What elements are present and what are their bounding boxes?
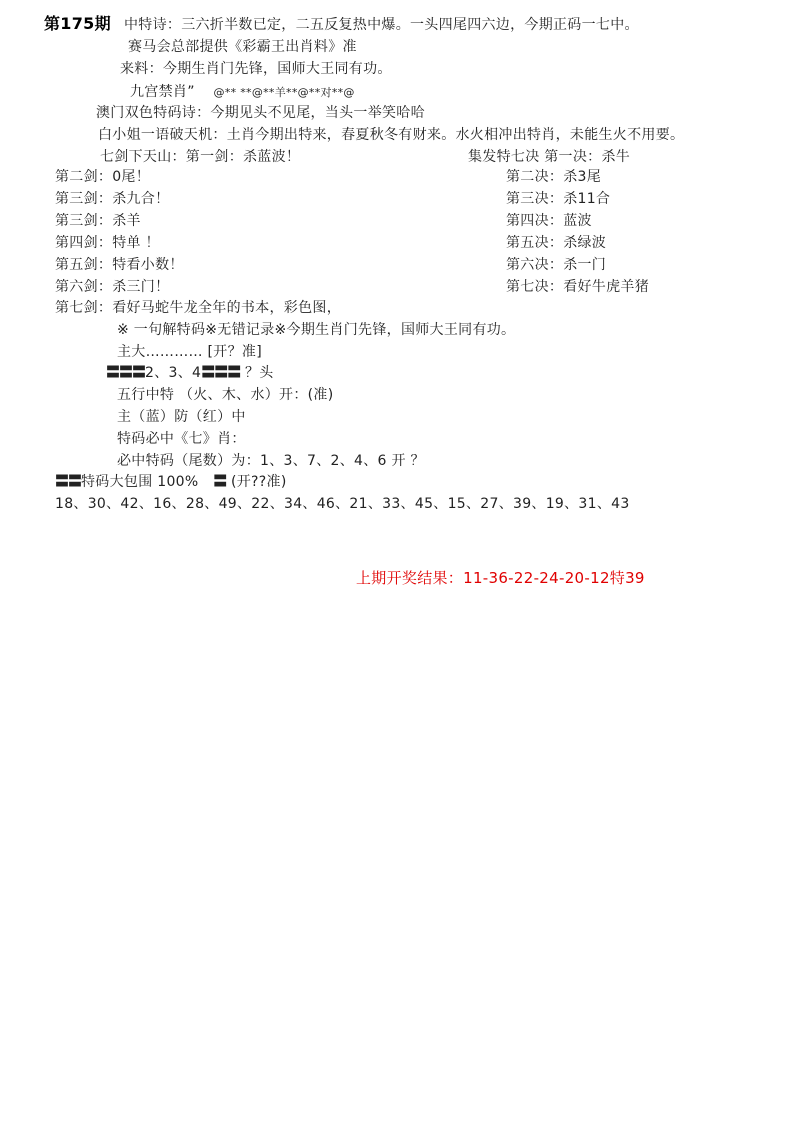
head-line xyxy=(106,363,274,383)
macau-poem-line: 澳门双色特码诗：今期见头不见尾，当头一举笑哈哈 xyxy=(96,105,425,121)
jue-line: 第六决：杀一门 xyxy=(506,257,607,273)
lailiao-line: 来料：今期生肖门先锋，国师大王同有功。 xyxy=(120,61,392,77)
sword-line: 第六剑：杀三门！ xyxy=(55,279,170,295)
bixiao-line: 特码必中《七》肖： xyxy=(117,431,246,447)
jue-line: 第四决：蓝波 xyxy=(506,213,592,229)
zhuda-line: 主大………… [开？准] xyxy=(117,344,262,360)
jiugong-line xyxy=(130,82,355,103)
jiugong-label: 九宫禁肖” xyxy=(130,84,195,100)
slogan-line: ※ 一句解特码※无错记录※今期生肖门先锋，国师大王同有功。 xyxy=(117,322,516,338)
bar-mark: 〓 xyxy=(213,474,227,490)
baowei-label: 特码大包围 100% xyxy=(81,474,199,490)
wuxing-line: 五行中特 （火、木、水）开：(准) xyxy=(117,387,334,403)
numbers-line: 18、30、42、16、28、49、22、34、46、21、33、45、15、27、39、19、31、43 xyxy=(55,496,630,512)
weishu-line: 必中特码（尾数）为：1、3、7、2、4、6 开 ？ xyxy=(117,453,425,469)
poem-line: 中特诗：三六折半数已定，二五反复热中爆。一头四尾四六边，今期正码一七中。 xyxy=(124,17,639,33)
sword-line: 第三剑：杀九合！ xyxy=(55,191,170,207)
sword-line: 七剑下天山：第一剑：杀蓝波！ xyxy=(100,149,301,165)
baowei-line xyxy=(55,472,287,492)
jue-line: 集发特七决 第一决：杀牛 xyxy=(468,149,631,165)
sword-line: 第二剑：0尾！ xyxy=(55,169,151,185)
last-result: 上期开奖结果：11-36-22-24-20-12特39 xyxy=(356,569,645,587)
sword-line: 第四剑：特单 ！ xyxy=(55,235,160,251)
jue-line: 第二决：杀3尾 xyxy=(506,169,602,185)
jue-line: 第三决：杀11合 xyxy=(506,191,611,207)
head-numbers: 2、3、4 xyxy=(145,365,202,381)
head-suffix: ？头 xyxy=(240,365,274,381)
zhufang-line: 主（蓝）防（红）中 xyxy=(117,409,246,425)
issue-number: 第175期 xyxy=(44,14,111,33)
bai-xiaojie-line: 白小姐一语破天机：土肖今期出特来，春夏秋冬有财来。水火相冲出特肖，未能生火不用要。 xyxy=(98,127,685,143)
source-line: 赛马会总部提供《彩霸王出肖料》准 xyxy=(128,39,357,55)
baowei-open: (开??准) xyxy=(226,474,287,490)
bar-mark: 〓〓 xyxy=(55,474,81,490)
jiugong-codes: @** **@**羊**@**对**@ xyxy=(213,86,355,99)
bar-mark: 〓〓〓 xyxy=(201,365,241,381)
jue-line: 第五决：杀绿波 xyxy=(506,235,607,251)
sword-line: 第七剑：看好马蛇牛龙全年的书本，彩色图， xyxy=(55,300,341,316)
sword-line: 第三剑：杀羊 xyxy=(55,213,141,229)
bar-mark: 〓〓〓 xyxy=(106,365,145,381)
sword-line: 第五剑：特看小数！ xyxy=(55,257,184,273)
jue-line: 第七决：看好牛虎羊猪 xyxy=(506,279,649,295)
